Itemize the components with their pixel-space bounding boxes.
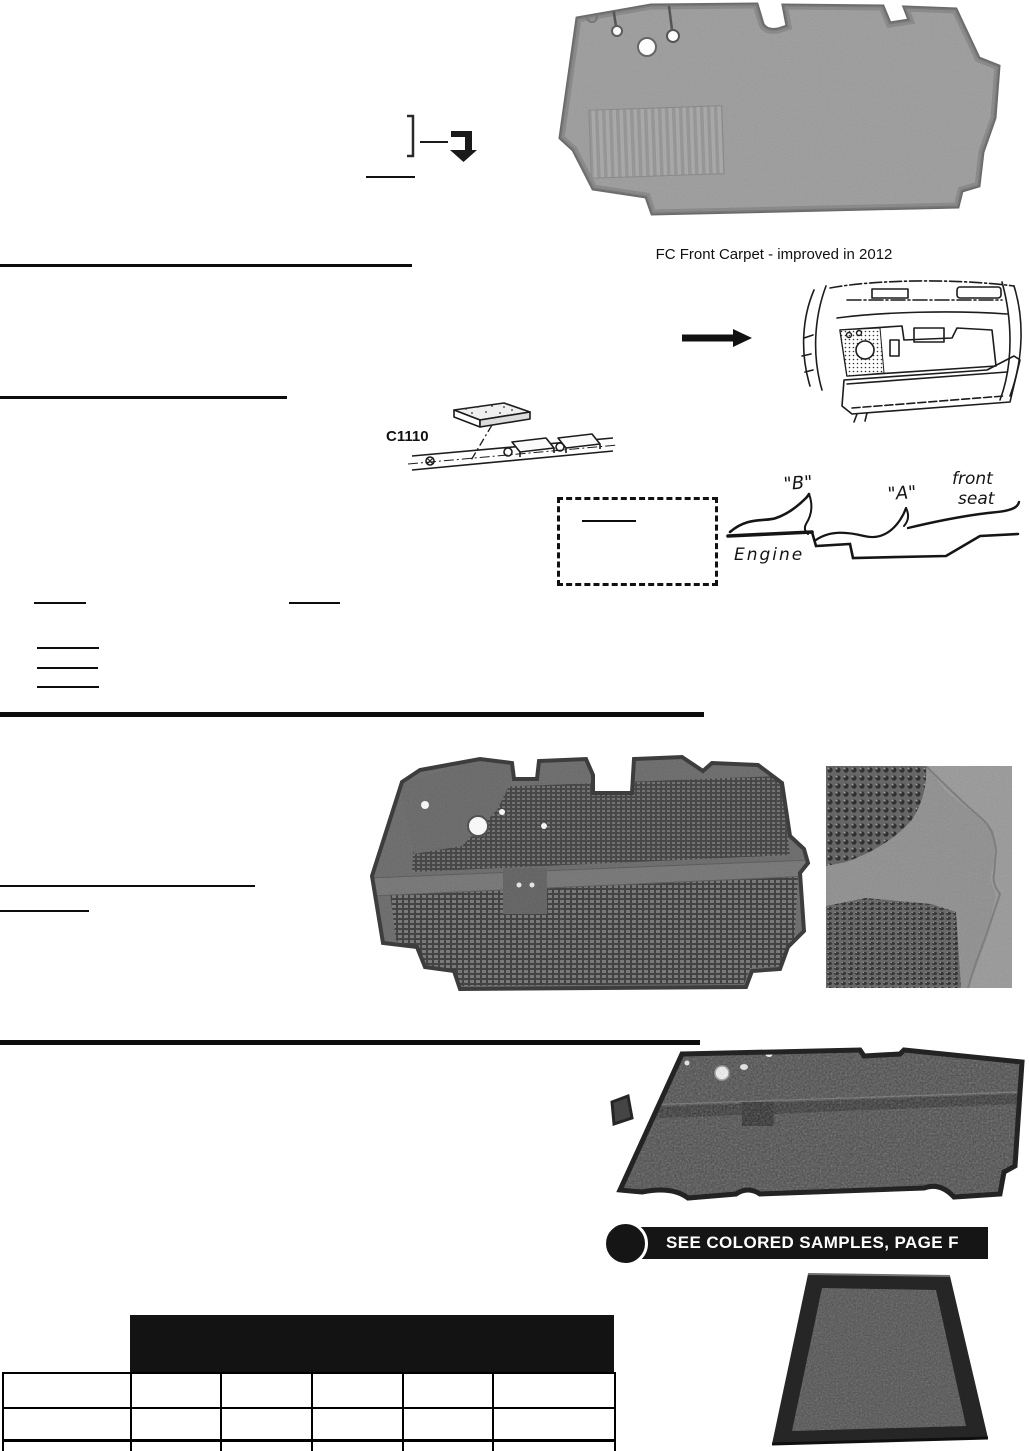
photo-rubber-floor-mat [362, 750, 824, 1002]
callout-underline [582, 520, 636, 522]
underline [37, 647, 99, 649]
label-a: "A" [886, 482, 918, 505]
table-cell [132, 1374, 222, 1407]
table-row [4, 1409, 614, 1442]
table-cell [404, 1374, 494, 1407]
bracket-arrow-group [360, 108, 485, 183]
banner-text: SEE COLORED SAMPLES, PAGE F [666, 1233, 959, 1252]
underline [289, 602, 340, 604]
table-cell [313, 1409, 404, 1439]
drawing-cab-interior [752, 278, 1029, 430]
table-cell [222, 1442, 313, 1451]
drawing-floor-profile [718, 464, 1029, 582]
photo-square-mat [764, 1266, 992, 1451]
label-b: "B" [782, 472, 814, 495]
colored-samples-banner [637, 1227, 988, 1259]
drawing-c1110-seal [408, 398, 618, 486]
underline [37, 686, 99, 688]
price-table-header [130, 1315, 614, 1372]
photo-mat-texture-detail [826, 766, 1012, 988]
underline [0, 885, 255, 887]
colored-samples-dot-icon [603, 1221, 648, 1266]
pointer-arrow-icon [682, 329, 752, 347]
table-cell [4, 1374, 132, 1407]
underline [0, 910, 89, 912]
table-cell [404, 1409, 494, 1439]
table-row [4, 1374, 614, 1409]
price-table [2, 1372, 616, 1451]
table-row [4, 1442, 614, 1451]
table-cell [4, 1409, 132, 1439]
table-cell [404, 1442, 494, 1451]
table-cell [494, 1374, 614, 1407]
table-cell [132, 1409, 222, 1439]
label-seat: seat [958, 489, 995, 509]
table-cell [132, 1442, 222, 1451]
section-divider-1 [0, 712, 704, 717]
price-table-body [4, 1374, 614, 1451]
label-front: front [952, 469, 993, 489]
down-turn-arrow-icon [450, 131, 477, 162]
dashed-callout-box [557, 497, 718, 586]
caption-fc-front-carpet: FC Front Carpet - improved in 2012 [655, 246, 893, 263]
section-rule-1 [0, 264, 412, 267]
underline [34, 602, 86, 604]
table-cell [222, 1409, 313, 1439]
table-cell [4, 1442, 132, 1451]
bracket-icon [407, 116, 413, 156]
table-cell [313, 1442, 404, 1451]
section-divider-2 [0, 1040, 700, 1045]
table-cell [222, 1374, 313, 1407]
label-engine: Engine [734, 545, 805, 565]
photo-dark-floor-carpet [602, 1046, 1029, 1216]
underline [37, 667, 98, 669]
table-cell [494, 1409, 614, 1439]
label-c1110: C1110 [386, 428, 429, 445]
table-cell [313, 1374, 404, 1407]
table-cell [494, 1442, 614, 1451]
section-rule-2 [0, 396, 287, 399]
photo-fc-front-carpet [533, 0, 1011, 232]
